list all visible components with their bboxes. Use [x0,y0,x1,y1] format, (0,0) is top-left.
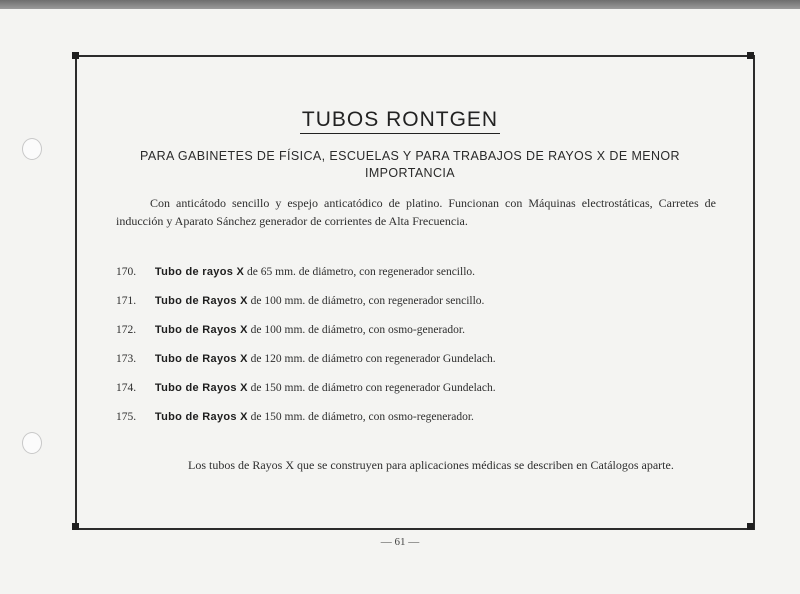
item-description: de 120 mm. de diámetro con regenerador Gundelach. [250,353,496,365]
item-name: Tubo de Rayos X [154,382,248,394]
page-title: TUBOS RONTGEN [300,108,500,134]
scan-top-edge [0,0,800,9]
item-number: 172. [116,324,137,336]
page-number: — 61 — [380,536,420,548]
frame-corner-bottom-left [72,523,79,530]
page-subtitle: PARA GABINETES DE FÍSICA, ESCUELAS Y PARA TRABAJOS DE RAYOS X DE MENOR IMPORTANCIA [140,149,680,180]
item-description: de 150 mm. de diámetro, con osmo-regenerador. [250,411,474,423]
list-item [116,292,716,310]
item-number: 170. [116,266,137,278]
item-name: Tubo de Rayos X [154,353,248,365]
frame-corner-top-right [747,52,754,59]
intro-paragraph: Con anticátodo sencillo y espejo anticatódico de platino. Funcionan con Máquinas electrostáticas, Carretes de inducción y Aparato Sánchez generador de corrientes de Alta Frecuencia. [116,196,716,228]
item-number: 174. [116,382,137,394]
item-name: Tubo de Rayos X [154,295,248,307]
punch-hole-bottom [22,432,42,454]
frame-corner-bottom-right [747,523,754,530]
item-number: 175. [116,411,137,423]
list-item [116,321,716,339]
item-name: Tubo de Rayos X [154,411,248,423]
punch-hole-top [22,138,42,160]
item-number: 173. [116,353,137,365]
item-description: de 65 mm. de diámetro, con regenerador sencillo. [247,266,476,278]
footer-note: Los tubos de Rayos X que se construyen para aplicaciones médicas se describen en Catálogos aparte. [188,458,674,472]
frame-corner-top-left [72,52,79,59]
list-item [116,263,716,281]
item-number: 171. [116,295,137,307]
page-title-block [0,108,800,134]
list-item [116,379,716,397]
item-name: Tubo de Rayos X [154,324,248,336]
list-item [116,408,716,426]
item-description: de 150 mm. de diámetro con regenerador Gundelach. [250,382,496,394]
item-description: de 100 mm. de diámetro, con regenerador sencillo. [250,295,485,307]
item-name: Tubo de rayos X [154,266,245,278]
item-description: de 100 mm. de diámetro, con osmo-generador. [250,324,465,336]
list-item [116,350,716,368]
